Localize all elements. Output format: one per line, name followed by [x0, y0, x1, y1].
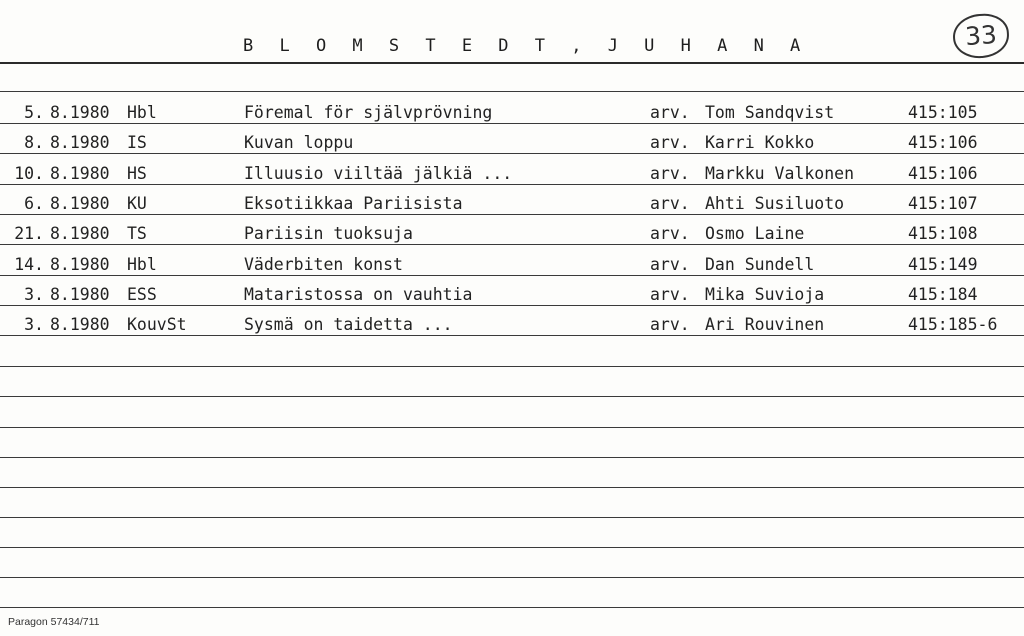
entry-arv: arv. — [650, 285, 690, 304]
entry-ref: 415:105 — [908, 103, 978, 122]
ruled-line — [0, 457, 1024, 458]
entry-day: 3. — [24, 315, 44, 334]
entry-reviewer: Markku Valkonen — [705, 164, 855, 183]
entry-ref: 415:106 — [908, 133, 978, 152]
entry-title: Illuusio viiltää jälkiä ... — [244, 164, 513, 183]
ruled-line — [0, 577, 1024, 578]
entry-ref: 415:149 — [908, 255, 978, 274]
entry-paper: Hbl — [127, 103, 157, 122]
entry-arv: arv. — [650, 194, 690, 213]
person-name-heading: B L O M S T E D T , J U H A N A — [243, 36, 809, 56]
entry-date: 8.1980 — [50, 224, 110, 243]
entry-date: 8.1980 — [50, 133, 110, 152]
entry-arv: arv. — [650, 315, 690, 334]
ruled-line — [0, 244, 1024, 245]
ruled-line — [0, 396, 1024, 397]
entry-day: 14. — [14, 255, 44, 274]
card-print-code: Paragon 57434/711 — [8, 616, 100, 628]
entry-date: 8.1980 — [50, 255, 110, 274]
entry-reviewer: Ari Rouvinen — [705, 315, 825, 334]
entry-reviewer: Osmo Laine — [705, 224, 805, 243]
entry-reviewer: Dan Sundell — [705, 255, 815, 274]
entry-date: 8.1980 — [50, 194, 110, 213]
entry-reviewer: Mika Suvioja — [705, 285, 825, 304]
card-number-circled: 33 — [952, 12, 1011, 60]
entry-day: 8. — [24, 133, 44, 152]
entry-paper: Hbl — [127, 255, 157, 274]
entry-ref: 415:184 — [908, 285, 978, 304]
entry-arv: arv. — [650, 103, 690, 122]
ruled-line — [0, 123, 1024, 124]
ruled-line — [0, 305, 1024, 306]
entry-title: Pariisin tuoksuja — [244, 224, 413, 243]
entry-title: Kuvan loppu — [244, 133, 354, 152]
entry-arv: arv. — [650, 224, 690, 243]
ruled-line — [0, 335, 1024, 336]
entry-paper: TS — [127, 224, 147, 243]
ruled-line — [0, 487, 1024, 488]
ruled-line — [0, 184, 1024, 185]
entry-date: 8.1980 — [50, 315, 110, 334]
ruled-line — [0, 427, 1024, 428]
entry-title: Föremal för självprövning — [244, 103, 493, 122]
entry-ref: 415:107 — [908, 194, 978, 213]
entry-date: 8.1980 — [50, 285, 110, 304]
entry-day: 21. — [14, 224, 44, 243]
entry-title: Mataristossa on vauhtia — [244, 285, 473, 304]
entry-title: Eksotiikkaa Pariisista — [244, 194, 463, 213]
entry-title: Sysmä on taidetta ... — [244, 315, 453, 334]
entry-ref: 415:108 — [908, 224, 978, 243]
ruled-line — [0, 91, 1024, 92]
entry-title: Väderbiten konst — [244, 255, 403, 274]
entry-date: 8.1980 — [50, 164, 110, 183]
entry-day: 3. — [24, 285, 44, 304]
entry-paper: HS — [127, 164, 147, 183]
entry-arv: arv. — [650, 133, 690, 152]
entry-paper: KU — [127, 194, 147, 213]
ruled-line — [0, 275, 1024, 276]
entry-reviewer: Karri Kokko — [705, 133, 815, 152]
entry-date: 8.1980 — [50, 103, 110, 122]
entry-ref: 415:106 — [908, 164, 978, 183]
ruled-line — [0, 153, 1024, 154]
entry-paper: IS — [127, 133, 147, 152]
entry-reviewer: Ahti Susiluoto — [705, 194, 845, 213]
ruled-line — [0, 607, 1024, 608]
entry-arv: arv. — [650, 255, 690, 274]
entry-day: 10. — [14, 164, 44, 183]
entry-paper: KouvSt — [127, 315, 187, 334]
header-rule — [0, 62, 1024, 64]
ruled-line — [0, 547, 1024, 548]
entry-reviewer: Tom Sandqvist — [705, 103, 835, 122]
entry-day: 6. — [24, 194, 44, 213]
entry-ref: 415:185-6 — [908, 315, 998, 334]
entry-arv: arv. — [650, 164, 690, 183]
ruled-line — [0, 214, 1024, 215]
ruled-line — [0, 366, 1024, 367]
entry-paper: ESS — [127, 285, 157, 304]
ruled-line — [0, 517, 1024, 518]
entry-day: 5. — [24, 103, 44, 122]
